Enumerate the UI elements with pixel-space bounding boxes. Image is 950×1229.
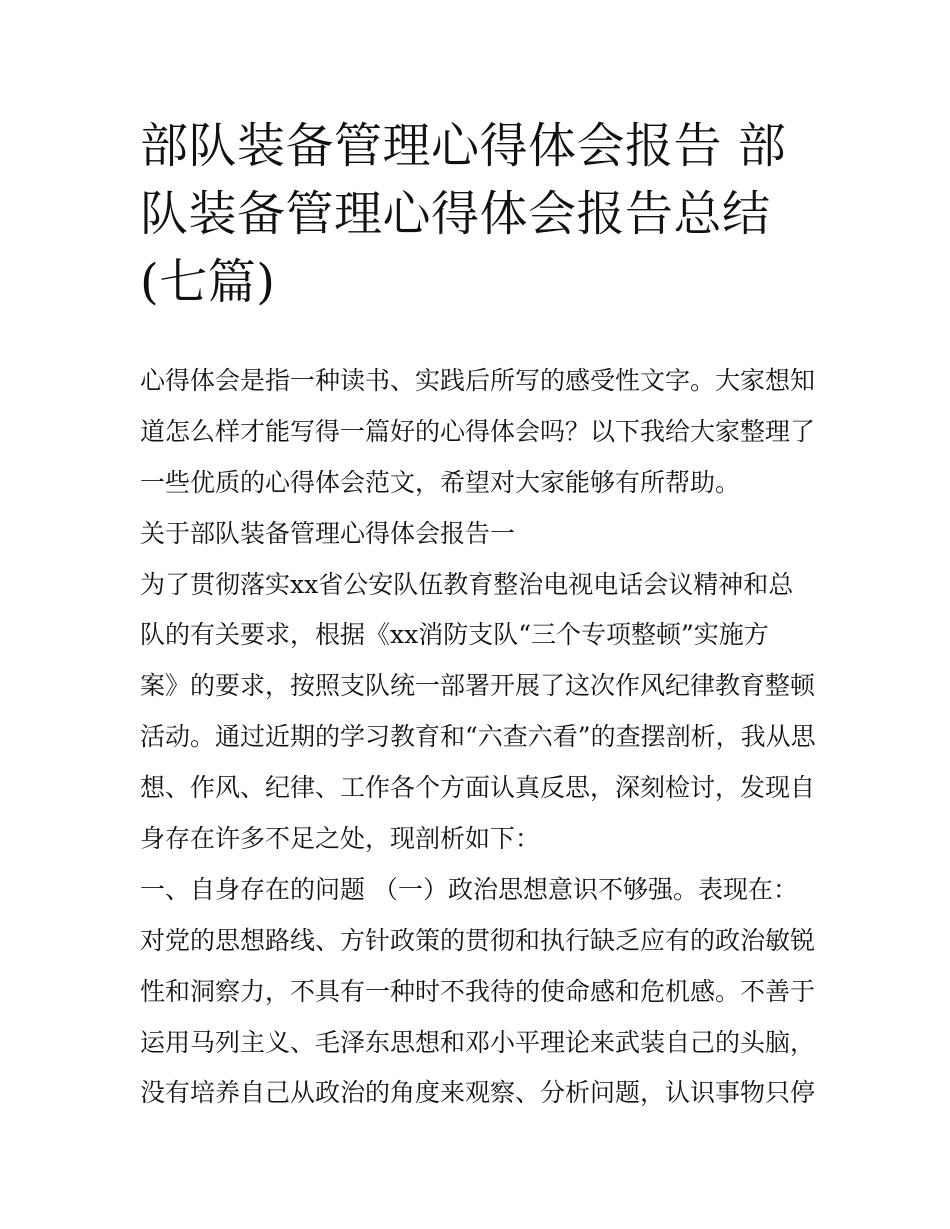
paragraph-line: 想、作风、纪律、工作各个方面认真反思，深刻检讨，发现自 [140,773,816,803]
paragraph-line: 活动。通过近期的学习教育和“六查六看”的查摆剖析，我从思 [140,722,816,752]
title-line: 队装备管理心得体会报告总结 [140,186,771,242]
paragraph-line: 没有培养自己从政治的角度来观察、分析问题，认识事物只停 [140,1078,816,1108]
title-line: (七篇) [140,254,276,310]
paragraph-line: 运用马列主义、毛泽东思想和邓小平理论来武装自己的头脑， [140,1027,816,1057]
subsection-line: 一、自身存在的问题 （一）政治思想意识不够强。表现在： [140,874,798,904]
intro-line: 心得体会是指一种读书、实践后所写的感受性文字。大家想知 [140,366,816,395]
document-body [140,356,820,1119]
paragraph-line: 对党的思想路线、方针政策的贯彻和执行缺乏应有的政治敏锐 [140,925,816,955]
paragraph-line: 为了贯彻落实xx省公安队伍教育整治电视电话会议精神和总 [140,569,794,599]
paragraph-line: 案》的要求，按照支队统一部署开展了这次作风纪律教育整顿 [140,671,816,701]
intro-line: 道怎么样才能写得一篇好的心得体会吗？以下我给大家整理了 [140,416,816,446]
intro-line: 一些优质的心得体会范文，希望对大家能够有所帮助。 [140,467,741,497]
paragraph-line: 队的有关要求，根据《xx消防支队“三个专项整顿”实施方 [140,620,769,650]
document-title [140,112,820,316]
section-heading: 关于部队装备管理心得体会报告一 [140,518,516,548]
paragraph-line: 性和洞察力，不具有一种时不我待的使命感和危机感。不善于 [140,976,816,1006]
title-line: 部队装备管理心得体会报告 部 [140,118,787,174]
paragraph-line: 身存在许多不足之处，现剖析如下： [140,824,541,854]
